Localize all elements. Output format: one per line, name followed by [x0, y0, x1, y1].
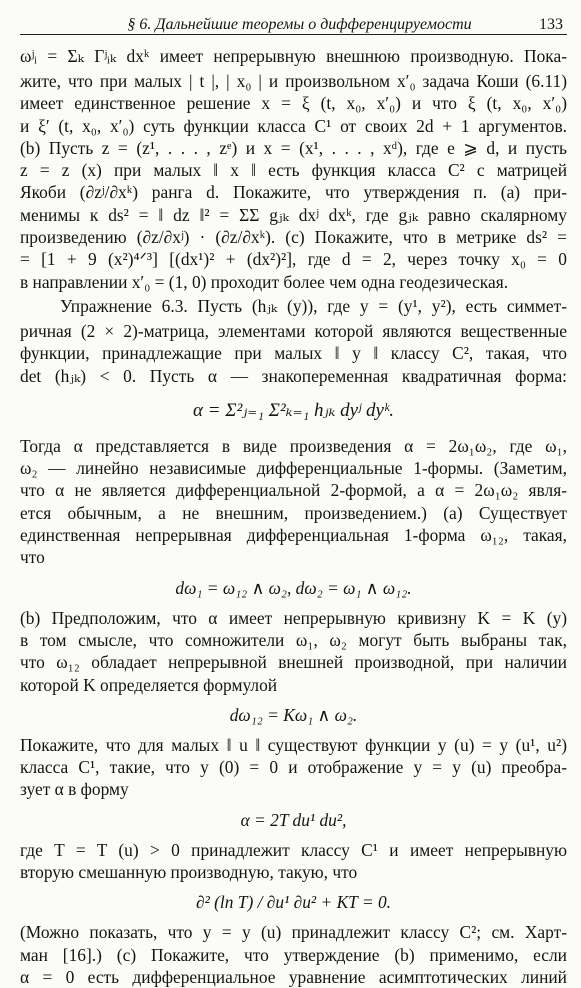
text-line: Покажите, что для малых ‖ u ‖ существуют функции y (u) = y (u¹, u²) [20, 734, 567, 755]
text-line: класса C¹, такие, что y (0) = 0 и отображение y = y (u) преобра- [20, 757, 567, 778]
text-line: имеет единственное решение x = ξ (t, x₀, x′₀) и что ξ (t, x₀, x′₀) [20, 93, 567, 114]
text-line: (b) Предположим, что α имеет непрерывную кривизну K = K (y) [20, 607, 567, 628]
page-number: 133 [539, 16, 563, 33]
text-line: что ω₁₂ обладает непрерывной внешней производной, при наличии [20, 652, 567, 673]
text-line: Якоби (∂zʲ/∂xᵏ) ранга d. Покажите, что утверждения п. (a) при- [20, 182, 567, 203]
text-line: вторую смешанную производную, такую, что [20, 862, 358, 883]
text-line: что [20, 547, 45, 568]
text-line: где T = T (u) > 0 принадлежит классу C¹ и имеет непрерывную [20, 839, 567, 860]
text-line: функции, принадлежащие при малых ‖ y ‖ классу C², такая, что [20, 343, 567, 364]
text-line: в направлении x′₀ = (1, 0) проходит более чем одна геодезическая. [20, 271, 509, 292]
section-title: § 6. Дальнейшие теоремы о дифференцируемости [127, 16, 472, 33]
text-line: = [1 + 9 (x²)⁴ᐟ³] [(dx¹)² + (dx²)²], где d = 2, через точку x₀ = 0 [20, 249, 567, 270]
page-body [20, 43, 567, 988]
display-equation: dω₁₂ = Kω₁ ∧ ω₂. [229, 704, 358, 725]
text-line: (Можно показать, что y = y (u) принадлежит классу C²; см. Харт- [20, 922, 567, 943]
text-line: произведению (∂z/∂xʲ) · (∂z/∂xᵏ). (c) Покажите, что в метрике ds² = [20, 227, 567, 248]
text-line: ωʲᵢ = Σₖ Γʲᵢₖ dxᵏ имеет непрерывную внешнюю производную. Пока- [20, 46, 567, 66]
text-line: ω₂ — линейно независимые дифференциальные 1-формы. (Заметим, [20, 458, 567, 479]
display-equation: dω₁ = ω₁₂ ∧ ω₂, dω₂ = ω₁ ∧ ω₁₂. [175, 577, 412, 598]
text-line: в том смысле, что сомножители ω₁, ω₂ могут быть выбраны так, [20, 629, 567, 650]
text-line: которой K определяется формулой [20, 674, 278, 695]
text-line: α = 0 есть дифференциальное уравнение асимптотических линий [20, 966, 567, 987]
text-line: что α не является дифференциальной 2-формой, а α = 2ω₁ω₂ явля- [20, 480, 567, 501]
display-equation: α = Σ²ⱼ₌₁ Σ²ₖ₌₁ hⱼₖ dyʲ dyᵏ. [192, 399, 395, 421]
text-line: z = z (x) при малых ‖ x ‖ есть функция класса C² с матрицей [20, 160, 567, 181]
text-line: жите, что при малых | t |, | x₀ | и произвольном x′₀ задача Коши (6.11) [20, 71, 567, 91]
text-line: ман [16].) (c) Покажите, что утверждение (b) применимо, если [20, 944, 567, 965]
text-line: ется обычным, а не внешним, произведением.) (a) Существует [20, 502, 567, 523]
display-equation: α = 2T du¹ du², [240, 809, 347, 830]
text-line: зует α в форму [20, 779, 129, 800]
exercise-heading-line: Упражнение 6.3. Пусть (hⱼₖ (y)), где y = (y¹, y²), есть симмет- [60, 295, 567, 316]
text-line: и ξ′ (t, x₀, x′₀) суть функции класса C¹ от своих 2d + 1 аргументов. [20, 115, 567, 136]
text-line: единственная непрерывная дифференциальная 1-форма ω₁₂, такая, [20, 525, 567, 546]
text-line: ричная (2 × 2)-матрица, элементами которой являются вещественные [20, 320, 567, 341]
text-line: Тогда α представляется в виде произведения α = 2ω₁ω₂, где ω₁, [20, 435, 567, 456]
display-equation: ∂² (ln T) / ∂u¹ ∂u² + KT = 0. [195, 892, 392, 913]
text-line: (b) Пусть z = (z¹, . . . , zᵉ) и x = (x¹, . . . , xᵈ), где e ⩾ d, и пусть [20, 137, 567, 158]
text-line: менимы к ds² = ‖ dz ‖² = ΣΣ gⱼₖ dxʲ dxᵏ, где gⱼₖ равно скалярному [20, 204, 567, 225]
running-head [20, 6, 567, 35]
text-line: det (hⱼₖ) < 0. Пусть α — знакопеременная квадратичная форма: [20, 365, 567, 386]
